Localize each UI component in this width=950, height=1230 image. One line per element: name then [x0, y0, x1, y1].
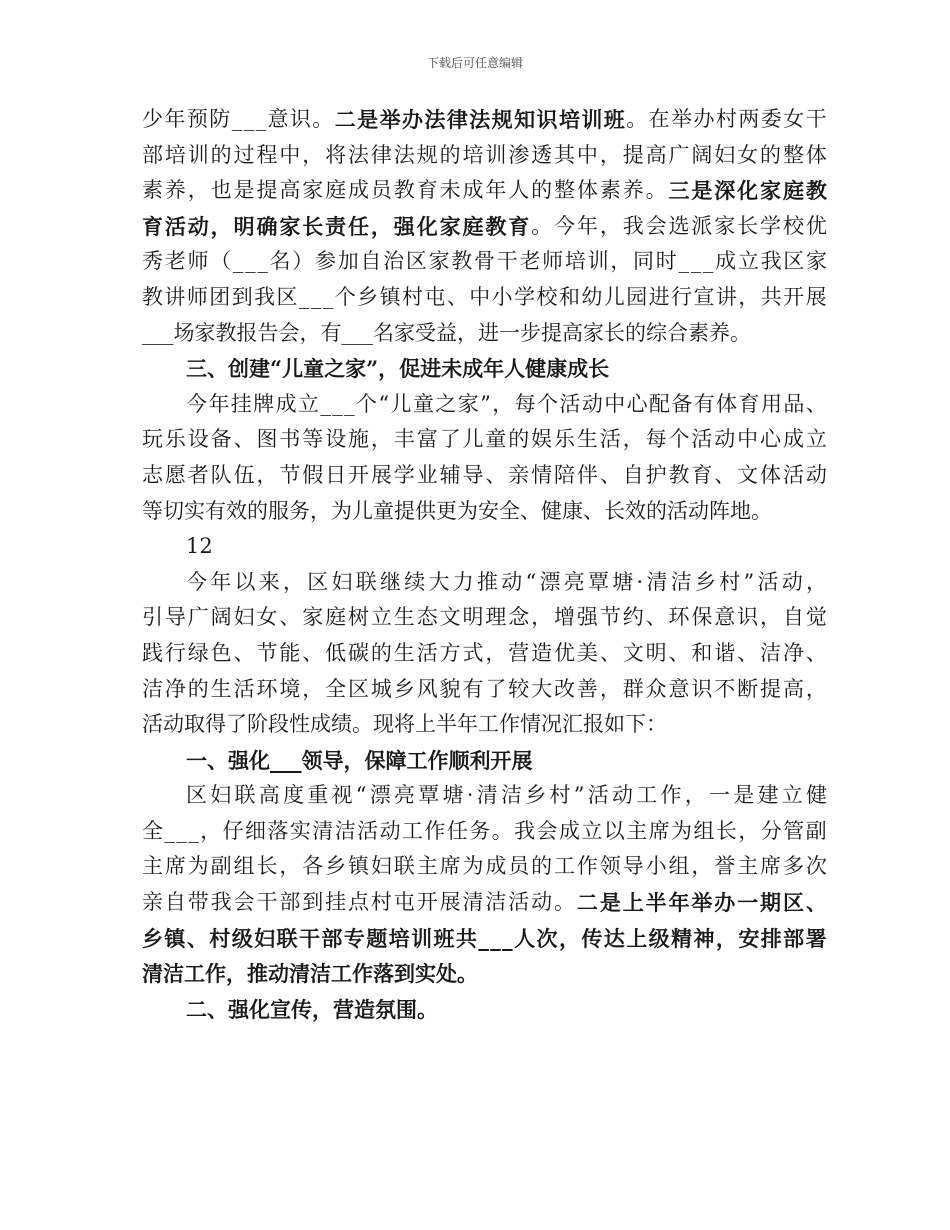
paragraph-line: 少 年 预 防 _ _ _ 意 识 。 二 是 举 办 法 律 法 规 知 识 培 训 班 。 在 举 办 村 两 委 女 干: [142, 107, 827, 132]
paragraph-line: 部 培 训 的 过 程 中 ， 将 法 律 法 规 的 培 训 渗 透 其 中 ， 提 高 广 阔 妇 女 的 整 体: [142, 142, 827, 167]
section-heading: 二、强化宣传，营造氛围。: [186, 996, 438, 1022]
paragraph-line: 洁 净 的 生 活 环 境 ， 全 区 城 乡 风 貌 有 了 较 大 改 善 ， 群 众 意 识 不 断 提 高 ，: [142, 676, 827, 701]
page-header: 下载后可任意编辑: [426, 56, 523, 70]
paragraph-line: 全 _ _ _ ， 仔 细 落 实 清 洁 活 动 工 作 任 务 。 我 会 成 立 以 主 席 为 组 长 ， 分 管 副: [142, 818, 827, 843]
paragraph-line: 清洁工作，推动清洁工作落到实处。: [142, 961, 478, 987]
paragraph-line: 素 养 ， 也 是 提 高 家 庭 成 员 教 育 未 成 年 人 的 整 体 素 养 。 三 是 深 化 家 庭 教: [142, 178, 827, 204]
paragraph-line: 秀 老 师 （ _ _ _ 名 ） 参 加 自 治 区 家 教 骨 干 老 师 培 训 ， 同 时 _ _ _ 成 立 我 区 家: [142, 249, 827, 274]
paragraph-line: 玩 乐 设 备 、 图 书 等 设 施 ， 丰 富 了 儿 童 的 娱 乐 生 活 ， 每 个 活 动 中 心 成 立: [142, 427, 827, 452]
paragraph-line: 引 导 广 阔 妇 女 、 家 庭 树 立 生 态 文 明 理 念 ， 增 强 节 约 、 环 保 意 识 ， 自 觉: [142, 605, 827, 630]
paragraph-line: 主 席 为 副 组 长 ， 各 乡 镇 妇 联 主 席 为 成 员 的 工 作 领 导 小 组 ， 誉 主 席 多 次: [142, 854, 827, 879]
paragraph-first-line: 区 妇 联 高 度 重 视 “ 漂 亮 覃 塘 · 清 洁 乡 村 ” 活 动 工 作 ， 一 是 建 立 健: [186, 783, 827, 808]
section-heading: 一、强化___领导，保障工作顺利开展: [186, 747, 533, 773]
paragraph-line: ___场家教报告会，有___名家受益，进一步提高家长的综合素养。: [142, 320, 751, 345]
paragraph-line: 乡 镇 、 村 级 妇 联 干 部 专 题 培 训 班 共 _ _ _ 人 次 ， 传 达 上 级 精 神 ， 安 排 部 署: [142, 925, 827, 951]
item-number: 12: [186, 534, 213, 559]
paragraph-line: 志 愿 者 队 伍 ， 节 假 日 开 展 学 业 辅 导 、 亲 情 陪 伴 、 自 护 教 育 、 文 体 活 动: [142, 462, 827, 487]
paragraph-first-line: 今 年 挂 牌 成 立 _ _ _ 个 “ 儿 童 之 家 ” ， 每 个 活 动 中 心 配 备 有 体 育 用 品 、: [186, 391, 827, 416]
paragraph-first-line: 今 年 以 来 ， 区 妇 联 继 续 大 力 推 动 “ 漂 亮 覃 塘 · 清 洁 乡 村 ” 活 动 ，: [186, 569, 827, 594]
section-heading: 三、创建“儿童之家”，促进未成年人健康成长: [186, 356, 610, 382]
paragraph-line: 活动取得了阶段性成绩。现将上半年工作情况汇报如下：: [142, 712, 667, 737]
paragraph-line: 践 行 绿 色 、 节 能 、 低 碳 的 生 活 方 式 ， 营 造 优 美 、 文 明 、 和 谐 、 洁 净 、: [142, 640, 827, 665]
paragraph-line: 等切实有效的服务，为儿童提供更为安全、健康、长效的活动阵地。: [142, 498, 772, 523]
document-body: [142, 102, 827, 1027]
paragraph-line: 教 讲 师 团 到 我 区 _ _ _ 个 乡 镇 村 屯 、 中 小 学 校 和 幼 儿 园 进 行 宣 讲 ， 共 开 展: [142, 284, 827, 309]
paragraph-line: 亲 自 带 我 会 干 部 到 挂 点 村 屯 开 展 清 洁 活 动 。 二 是 上 半 年 举 办 一 期 区 、: [142, 890, 827, 916]
paragraph-line: 育 活 动 ， 明 确 家 长 责 任 ， 强 化 家 庭 教 育 。 今 年 ， 我 会 选 派 家 长 学 校 优: [142, 213, 827, 239]
